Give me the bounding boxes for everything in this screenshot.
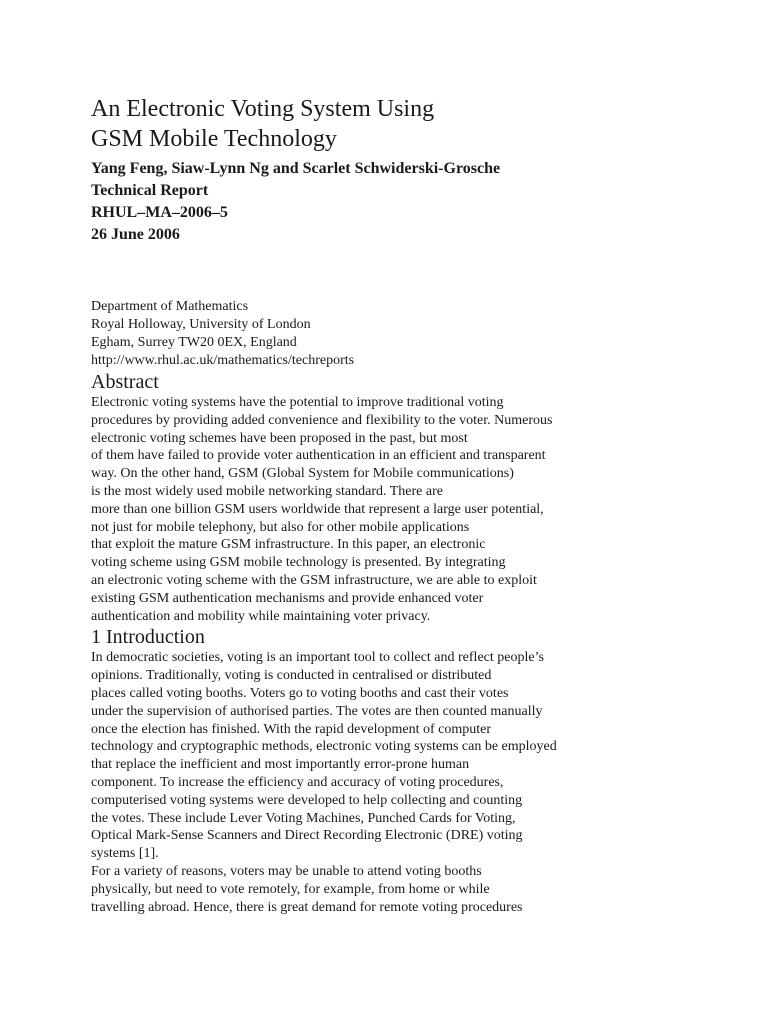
abstract-line: not just for mobile telephony, but also for other mobile applications [91, 519, 470, 535]
report-date: 26 June 2006 [91, 226, 180, 243]
abstract-line: an electronic voting scheme with the GSM infrastructure, we are able to exploit [91, 572, 537, 588]
address-line: Egham, Surrey TW20 0EX, England [91, 335, 297, 350]
introduction-line: computerised voting systems were developed to help collecting and counting [91, 792, 523, 808]
introduction-line: Optical Mark-Sense Scanners and Direct Recording Electronic (DRE) voting [91, 828, 523, 844]
abstract-line: is the most widely used mobile networking standard. There are [91, 483, 443, 499]
introduction-line: opinions. Traditionally, voting is conducted in centralised or distributed [91, 668, 492, 684]
affiliation-address [91, 298, 761, 370]
title-line: An Electronic Voting System Using [91, 96, 435, 122]
report-type: Technical Report [91, 182, 209, 199]
title-line: GSM Mobile Technology [91, 126, 337, 152]
introduction-line: travelling abroad. Hence, there is great demand for remote voting procedures [91, 899, 523, 915]
introduction-line: under the supervision of authorised parties. The votes are then counted manually [91, 703, 543, 719]
introduction-line: once the election has finished. With the rapid development of computer [91, 721, 491, 737]
abstract-line: authentication and mobility while maintaining voter privacy. [91, 608, 431, 624]
introduction-line: technology and cryptographic methods, electronic voting systems can be employed [91, 739, 557, 755]
introduction-line: In democratic societies, voting is an important tool to collect and reflect people’s [91, 650, 544, 666]
introduction-line: physically, but need to vote remotely, for example, from home or while [91, 881, 490, 897]
abstract-line: voting scheme using GSM mobile technology is presented. By integrating [91, 555, 506, 571]
abstract-line: existing GSM authentication mechanisms and provide enhanced voter [91, 590, 484, 606]
introduction-line: places called voting booths. Voters go to voting booths and cast their votes [91, 685, 509, 701]
authors: Yang Feng, Siaw-Lynn Ng and Scarlet Schwiderski-Grosche [91, 160, 501, 177]
report-number: RHUL–MA–2006–5 [91, 204, 228, 221]
address-line: Royal Holloway, University of London [91, 317, 311, 332]
introduction-line: systems [1]. [91, 846, 159, 862]
introduction-body [91, 649, 761, 916]
abstract-line: electronic voting schemes have been proposed in the past, but most [91, 430, 468, 446]
abstract-line: way. On the other hand, GSM (Global System for Mobile communications) [91, 466, 514, 482]
introduction-line: that replace the inefficient and most importantly error-prone human [91, 757, 470, 773]
introduction-line: the votes. These include Lever Voting Machines, Punched Cards for Voting, [91, 810, 516, 826]
abstract-line: more than one billion GSM users worldwide that represent a large user potential, [91, 501, 544, 517]
address-url: http://www.rhul.ac.uk/mathematics/techreports [91, 353, 355, 368]
abstract-heading: Abstract [91, 371, 159, 393]
abstract-line: that exploit the mature GSM infrastructure. In this paper, an electronic [91, 537, 486, 553]
introduction-line: For a variety of reasons, voters may be unable to attend voting booths [91, 863, 482, 879]
abstract-line: procedures by providing added convenience and flexibility to the voter. Numerous [91, 412, 553, 428]
introduction-line: component. To increase the efficiency and accuracy of voting procedures, [91, 774, 504, 790]
abstract-line: of them have failed to provide voter authentication in an efficient and transparent [91, 448, 546, 464]
paper-title [91, 94, 761, 154]
document-page [91, 94, 761, 916]
abstract-line: Electronic voting systems have the potential to improve traditional voting [91, 395, 504, 410]
introduction-heading: 1 Introduction [91, 626, 205, 649]
abstract-body [91, 394, 761, 625]
address-line: Department of Mathematics [91, 299, 249, 314]
